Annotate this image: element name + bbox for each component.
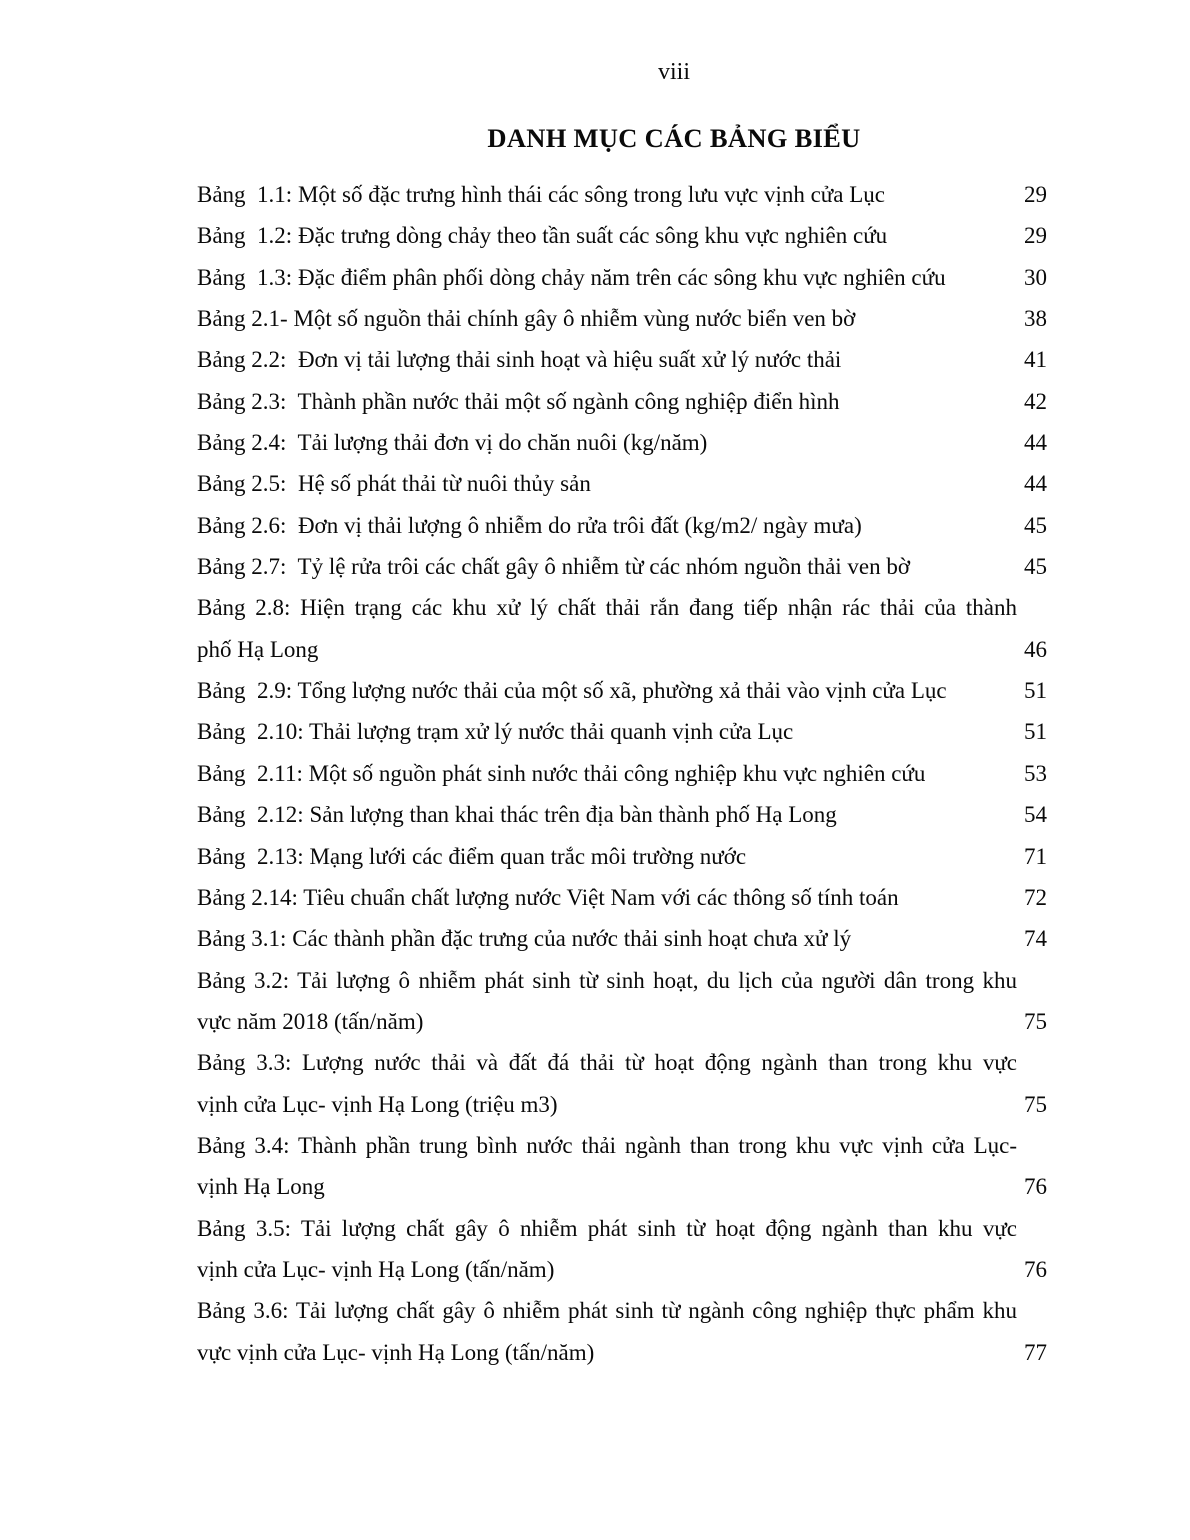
toc-entry-text: Bảng 2.2: Đơn vị tải lượng thải sinh hoạt và hiệu suất xử lý nước thải [197, 347, 842, 373]
toc-entry-page-number: 44 [1024, 471, 1047, 497]
toc-entry-line [197, 215, 1047, 256]
toc-entry-text: Bảng 1.1: Một số đặc trưng hình thái các sông trong lưu vực vịnh cửa Lục [197, 182, 885, 207]
toc-entry-page-number: 53 [1024, 760, 1047, 786]
toc-entry-line [197, 1001, 1047, 1042]
toc-entry-line [197, 960, 1047, 1001]
toc-entry-line [197, 339, 1047, 380]
toc-entry-line [197, 257, 1047, 298]
toc-entry-line [197, 1290, 1047, 1331]
toc-entry-page-number: 41 [1024, 347, 1047, 373]
toc-entry-line [197, 422, 1047, 463]
toc-entry-page-number: 75 [1024, 1008, 1047, 1034]
toc-entry-text: Bảng 2.14: Tiêu chuẩn chất lượng nước Việt Nam với các thông số tính toán [197, 884, 899, 910]
toc-entry-text: Bảng 3.2: Tải lượng ô nhiễm phát sinh từ sinh hoạt, du lịch của người dân trong khu [197, 967, 1017, 993]
toc-entry-page-number: 51 [1024, 678, 1047, 704]
toc-entry-line [197, 918, 1047, 959]
toc-entry-text: Bảng 2.4: Tải lượng thải đơn vị do chăn nuôi (kg/năm) [197, 430, 708, 456]
toc-entry-line [197, 505, 1047, 546]
toc-entry-text: Bảng 3.6: Tải lượng chất gây ô nhiễm phát sinh từ ngành công nghiệp thực phẩm khu [197, 1298, 1017, 1324]
toc-entry-text: vịnh cửa Lục- vịnh Hạ Long (triệu m3) [197, 1091, 558, 1117]
toc-entry-text: Bảng 2.8: Hiện trạng các khu xử lý chất thải rắn đang tiếp nhận rác thải của thành [197, 595, 1017, 621]
toc-entry-text: Bảng 3.4: Thành phần trung bình nước thải ngành than trong khu vực vịnh cửa Lục- [197, 1132, 1017, 1158]
page-title: DANH MỤC CÁC BẢNG BIỂU [487, 123, 861, 153]
toc-entry-page-number: 38 [1024, 306, 1047, 332]
toc-entry-text: Bảng 2.9: Tổng lượng nước thải của một số xã, phường xả thải vào vịnh cửa Lục [197, 678, 947, 704]
toc-entry-text: Bảng 2.12: Sản lượng than khai thác trên địa bàn thành phố Hạ Long [197, 802, 837, 828]
toc-entry-page-number: 46 [1024, 636, 1047, 662]
toc-entry-text: vực vịnh cửa Lục- vịnh Hạ Long (tấn/năm) [197, 1339, 595, 1365]
page-number: viii [657, 59, 690, 85]
toc-entry-line [197, 1125, 1047, 1166]
toc-entry-line [197, 1084, 1047, 1125]
toc-entry-page-number: 29 [1024, 182, 1047, 207]
toc-entry-line [197, 1042, 1047, 1083]
toc-entry-line [197, 1249, 1047, 1290]
toc-entry-line [197, 546, 1047, 587]
toc-entry-page-number: 44 [1024, 430, 1047, 456]
toc-entry-page-number: 74 [1024, 926, 1047, 952]
toc-entry-page-number: 45 [1024, 554, 1047, 580]
toc-entry-page-number: 75 [1024, 1091, 1047, 1117]
toc-entry-text: Bảng 1.2: Đặc trưng dòng chảy theo tần suất các sông khu vực nghiên cứu [197, 223, 888, 249]
toc-entry-text: Bảng 1.3: Đặc điểm phân phối dòng chảy năm trên các sông khu vực nghiên cứu [197, 264, 946, 290]
toc-entry-text: vịnh Hạ Long [197, 1174, 325, 1200]
toc-entry-page-number: 30 [1024, 264, 1047, 290]
toc-entry-text: phố Hạ Long [197, 636, 319, 662]
toc-entry-line [197, 629, 1047, 670]
toc-entry-text: Bảng 2.3: Thành phần nước thải một số ngành công nghiệp điển hình [197, 388, 840, 414]
toc-entry-text: Bảng 2.7: Tỷ lệ rửa trôi các chất gây ô nhiễm từ các nhóm nguồn thải ven bờ [197, 554, 911, 580]
toc-entry-line [197, 587, 1047, 628]
toc-entry-page-number: 72 [1024, 884, 1047, 910]
toc-entry-text: vực năm 2018 (tấn/năm) [197, 1008, 424, 1034]
toc-entry-page-number: 29 [1024, 223, 1047, 249]
list-of-tables [197, 174, 1047, 1373]
toc-entry-text: vịnh cửa Lục- vịnh Hạ Long (tấn/năm) [197, 1256, 555, 1282]
toc-entry-line [197, 298, 1047, 339]
toc-entry-line [197, 711, 1047, 752]
toc-entry-line [197, 1208, 1047, 1249]
toc-entry-text: Bảng 2.1- Một số nguồn thải chính gây ô nhiễm vùng nước biển ven bờ [197, 306, 856, 332]
toc-entry-text: Bảng 3.1: Các thành phần đặc trưng của nước thải sinh hoạt chưa xử lý [197, 926, 852, 952]
toc-entry-text: Bảng 2.5: Hệ số phát thải từ nuôi thủy sản [197, 471, 591, 497]
toc-entry-text: Bảng 2.11: Một số nguồn phát sinh nước thải công nghiệp khu vực nghiên cứu [197, 760, 926, 786]
toc-entry-page-number: 42 [1024, 388, 1047, 414]
toc-entry-text: Bảng 2.6: Đơn vị thải lượng ô nhiễm do rửa trôi đất (kg/m2/ ngày mưa) [197, 512, 862, 538]
toc-entry-page-number: 76 [1024, 1174, 1047, 1200]
toc-entry-text: Bảng 2.13: Mạng lưới các điểm quan trắc môi trường nước [197, 843, 747, 869]
toc-entry-line [197, 753, 1047, 794]
toc-entry-page-number: 76 [1024, 1256, 1047, 1282]
toc-entry-page-number: 45 [1024, 512, 1047, 538]
toc-entry-page-number: 54 [1024, 802, 1047, 828]
toc-entry-text: Bảng 3.5: Tải lượng chất gây ô nhiễm phát sinh từ hoạt động ngành than khu vực [197, 1215, 1017, 1241]
toc-entry-line [197, 381, 1047, 422]
toc-entry-line [197, 463, 1047, 504]
toc-entry-line [197, 670, 1047, 711]
toc-entry-page-number: 77 [1024, 1339, 1047, 1365]
toc-entry-text: Bảng 3.3: Lượng nước thải và đất đá thải từ hoạt động ngành than trong khu vực [197, 1050, 1017, 1076]
toc-entry-text: Bảng 2.10: Thải lượng trạm xử lý nước thải quanh vịnh cửa Lục [197, 719, 794, 745]
toc-entry-page-number: 51 [1024, 719, 1047, 745]
toc-entry-line [197, 1166, 1047, 1207]
toc-entry-line [197, 1332, 1047, 1373]
toc-entry-line [197, 877, 1047, 918]
toc-entry-page-number: 71 [1024, 843, 1047, 869]
toc-entry-line [197, 174, 1047, 215]
toc-entry-line [197, 836, 1047, 877]
toc-entry-line [197, 794, 1047, 835]
